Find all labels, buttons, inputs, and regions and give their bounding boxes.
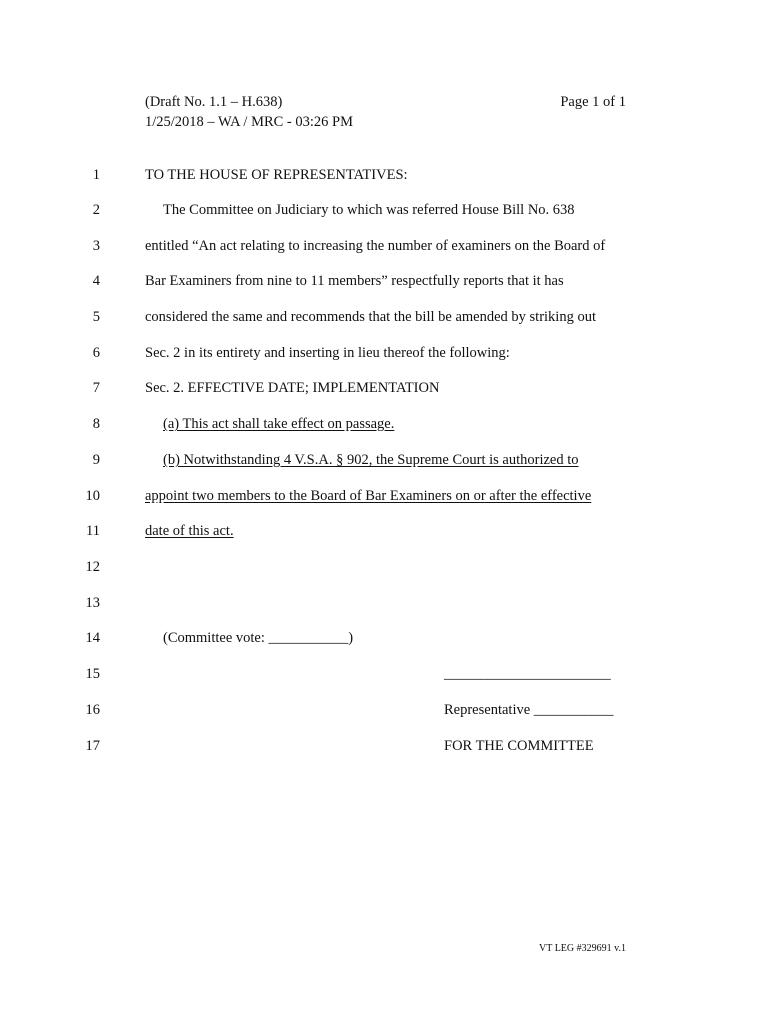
line-text: The Committee on Judiciary to which was referred House Bill No. 638 bbox=[163, 202, 575, 218]
line-text-inserted: (a) This act shall take effect on passage. bbox=[163, 416, 395, 432]
line-number: 17 bbox=[85, 738, 100, 754]
line-number: 5 bbox=[92, 309, 100, 325]
line-text: entitled “An act relating to increasing the number of examiners on the Board of bbox=[145, 238, 606, 254]
representative-line: Representative ___________ bbox=[444, 702, 614, 718]
line-text: Bar Examiners from nine to 11 members” respectfully reports that it has bbox=[145, 273, 564, 289]
draft-number: (Draft No. 1.1 – H.638) bbox=[145, 94, 283, 110]
line-text-inserted: date of this act. bbox=[145, 523, 234, 539]
for-the-committee: FOR THE COMMITTEE bbox=[444, 738, 594, 754]
line-number: 1 bbox=[92, 167, 100, 183]
line-number: 2 bbox=[92, 202, 100, 218]
line-text-inserted: (b) Notwithstanding 4 V.S.A. § 902, the Supreme Court is authorized to bbox=[163, 452, 579, 468]
line-number: 10 bbox=[85, 488, 100, 504]
line-number: 13 bbox=[85, 595, 100, 611]
draft-datetime: 1/25/2018 – WA / MRC - 03:26 PM bbox=[145, 114, 353, 130]
line-number: 7 bbox=[92, 380, 100, 396]
section-heading: Sec. 2. EFFECTIVE DATE; IMPLEMENTATION bbox=[145, 380, 440, 396]
document-footer: VT LEG #329691 v.1 bbox=[539, 943, 626, 954]
line-number: 12 bbox=[85, 559, 100, 575]
line-number: 8 bbox=[92, 416, 100, 432]
header-left bbox=[145, 92, 353, 132]
line-number: 11 bbox=[86, 523, 100, 539]
line-text: TO THE HOUSE OF REPRESENTATIVES: bbox=[145, 167, 408, 183]
line-number: 3 bbox=[92, 238, 100, 254]
page-indicator: Page 1 of 1 bbox=[560, 94, 626, 110]
line-text-inserted: appoint two members to the Board of Bar Examiners on or after the effective bbox=[145, 488, 592, 504]
line-number: 16 bbox=[85, 702, 100, 718]
line-text: Sec. 2 in its entirety and inserting in lieu thereof the following: bbox=[145, 345, 510, 361]
line-text: considered the same and recommends that the bill be amended by striking out bbox=[145, 309, 596, 325]
line-number: 4 bbox=[92, 273, 100, 289]
line-number: 9 bbox=[92, 452, 100, 468]
line-number: 14 bbox=[85, 630, 100, 646]
line-number: 15 bbox=[85, 666, 100, 682]
committee-vote: (Committee vote: ___________) bbox=[163, 630, 354, 646]
signature-line: _______________________ bbox=[444, 666, 611, 682]
line-number: 6 bbox=[92, 345, 100, 361]
